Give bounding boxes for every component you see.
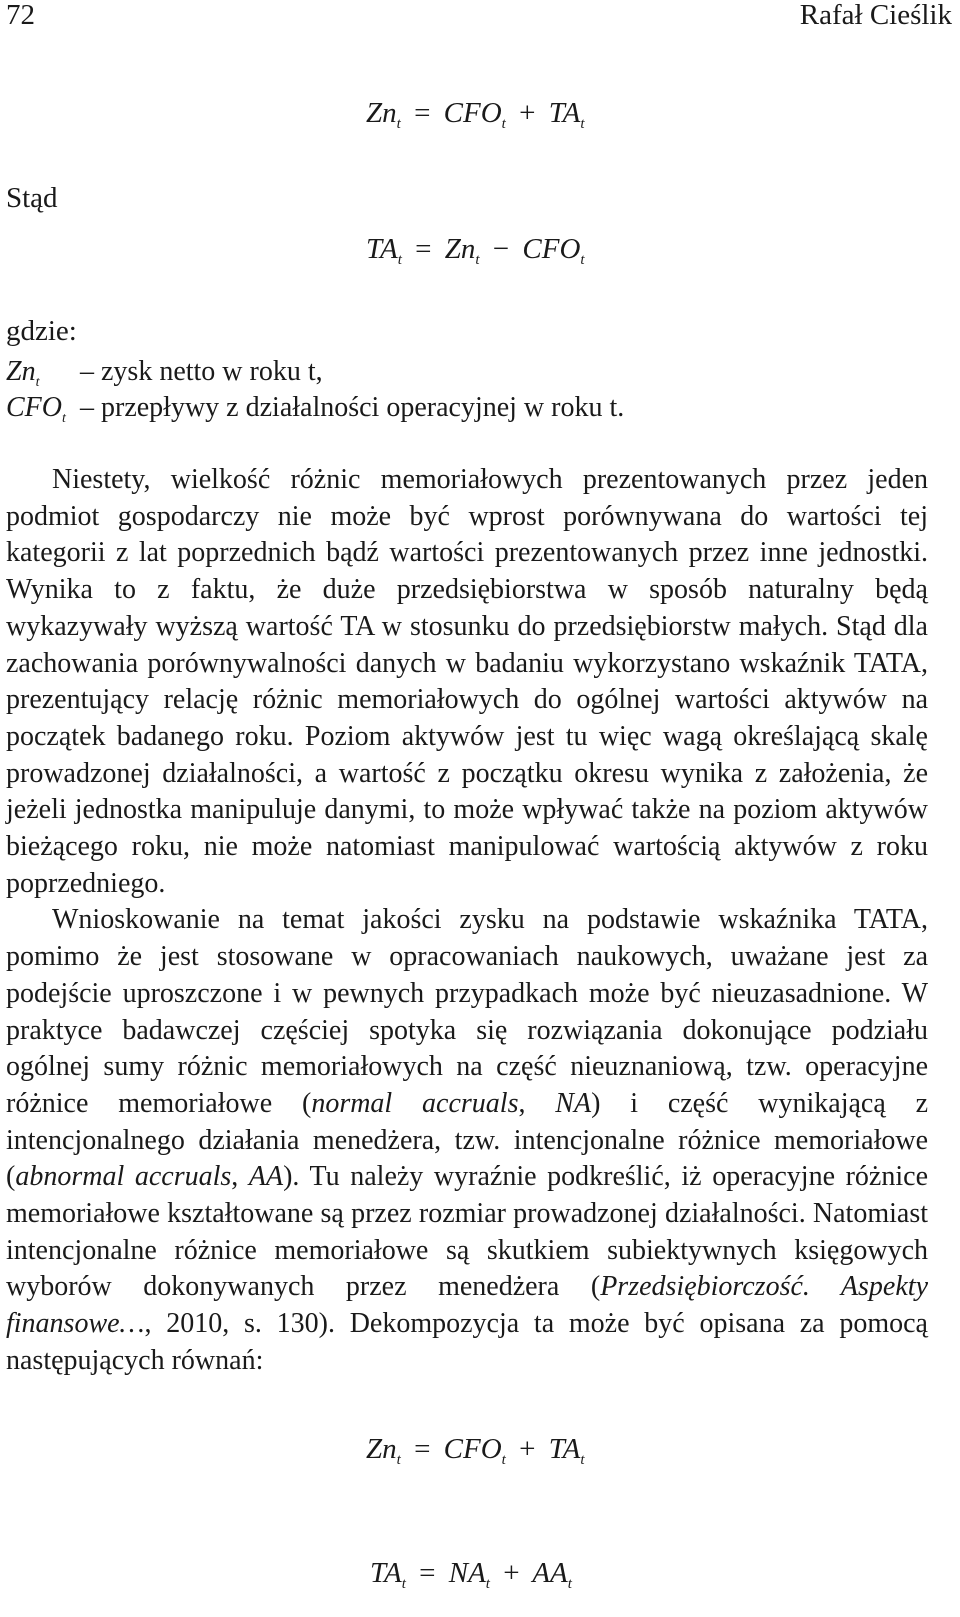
paragraph-2: Wnioskowanie na temat jakości zysku na podstawie wskaźnika TATA, pomimo że jest stosowane w opracowaniach naukowych, uważane jest za podejście uproszczone i w pewnych przypadkach może być nieuzasadnione. W praktyce badawczej częściej spotyka się rozwiązania dokonujące podziału ogólnej sumy różnic memoriałowych na część nieuznaniową, tzw. operacyjne różnice memoriałowe (normal accruals, NA) i część wynikającą z intencjonalnego działania menedżera, tzw. intencjonalne różnice memoriałowe (abnormal accruals, AA). Tu należy wyraźnie podkreślić, iż operacyjne różnice memoriałowe kształtowane są przez rozmiar prowadzonej działalności. Natomiast intencjonalne różnice memoriałowe są skutkiem subiektywnych księgowych wyborów dokonywanych przez menedżera (Przedsiębiorczość. Aspekty finansowe…, 2010, s. 130). Dekompozycja ta może być opisana za pomocą następujących równań:: [6, 904, 929, 1376]
eq-subscript: t: [485, 1576, 490, 1592]
equation-3: [366, 1432, 585, 1477]
eq-subscript: t: [396, 1452, 401, 1468]
eq-operator: =: [415, 233, 432, 265]
eq-subscript: t: [580, 116, 585, 132]
eq-subscript: t: [396, 116, 401, 132]
eq-term: AA: [532, 1557, 568, 1589]
definition-row: [6, 390, 624, 426]
eq-term: TA: [548, 97, 581, 129]
eq-subscript: t: [567, 1576, 572, 1592]
running-head-author: Rafał Cieślik: [799, 0, 952, 31]
eq-subscript: t: [580, 1452, 585, 1468]
eq-subscript: t: [475, 252, 480, 268]
definition-symbol: $CFO_t$: [6, 392, 66, 426]
eq-subscript: t: [501, 116, 506, 132]
definitions-list: [6, 354, 624, 426]
paragraph-1: Niestety, wielkość różnic memoriałowych prezentowanych przez jeden podmiot gospodarczy nie może być wprost porównywana do wartości tej kategorii z lat poprzednich bądź wartości prezentowanych przez inne jednostki. Wynika to z faktu, że duże przedsiębiorstwa w sposób naturalny będą wykazywały wyższą wartość TA w stosunku do przedsiębiorstw małych. Stąd dla zachowania porównywalności danych w badaniu wykorzystano wskaźnik TATA, prezentujący relację różnic memoriałowych do ogólnej wartości aktywów na początek badanego roku. Poziom aktywów jest tu więc wagą określającą skalę prowadzonej działalności, a wartość z początku okresu wynika z założenia, że jeżeli jednostka manipuluje danymi, to może wpływać także na poziom aktywów bieżącego roku, nie może natomiast manipulować wartością aktywów z roku poprzedniego.: [6, 464, 928, 899]
equation-2: [366, 232, 585, 277]
eq-term: TA: [370, 1557, 402, 1589]
eq-operator: =: [419, 1557, 436, 1589]
eq-subscript: t: [401, 1576, 406, 1592]
eq-term: TA: [366, 233, 398, 265]
eq-operator: +: [519, 97, 536, 129]
definition-row: [6, 354, 624, 390]
eq-term: Zn: [444, 233, 476, 265]
eq-operator: −: [492, 233, 510, 265]
definition-symbol: $Zn_t$: [6, 356, 40, 390]
gdzie-label: gdzie:: [6, 315, 77, 347]
eq-term: CFO: [443, 97, 502, 129]
equation-1: [366, 96, 585, 141]
eq-subscript: t: [580, 252, 585, 268]
eq-subscript: t: [501, 1452, 506, 1468]
eq-term: TA: [548, 1433, 581, 1465]
body-text: [6, 462, 928, 1380]
eq-term: NA: [448, 1557, 486, 1589]
eq-operator: +: [503, 1557, 520, 1589]
eq-operator: =: [414, 1433, 431, 1465]
definition-text: – zysk netto w roku t,: [80, 356, 323, 387]
eq-term: Zn: [366, 1433, 397, 1465]
eq-operator: =: [414, 97, 431, 129]
eq-term: CFO: [522, 233, 581, 265]
eq-term: CFO: [443, 1433, 502, 1465]
page-number: 72: [6, 0, 35, 31]
equation-4: [370, 1556, 572, 1601]
eq-term: Zn: [366, 97, 397, 129]
eq-operator: +: [519, 1433, 536, 1465]
eq-subscript: t: [397, 252, 402, 268]
definition-text: – przepływy z działalności operacyjnej w roku t.: [80, 392, 625, 423]
stad-label: Stąd: [6, 182, 58, 214]
